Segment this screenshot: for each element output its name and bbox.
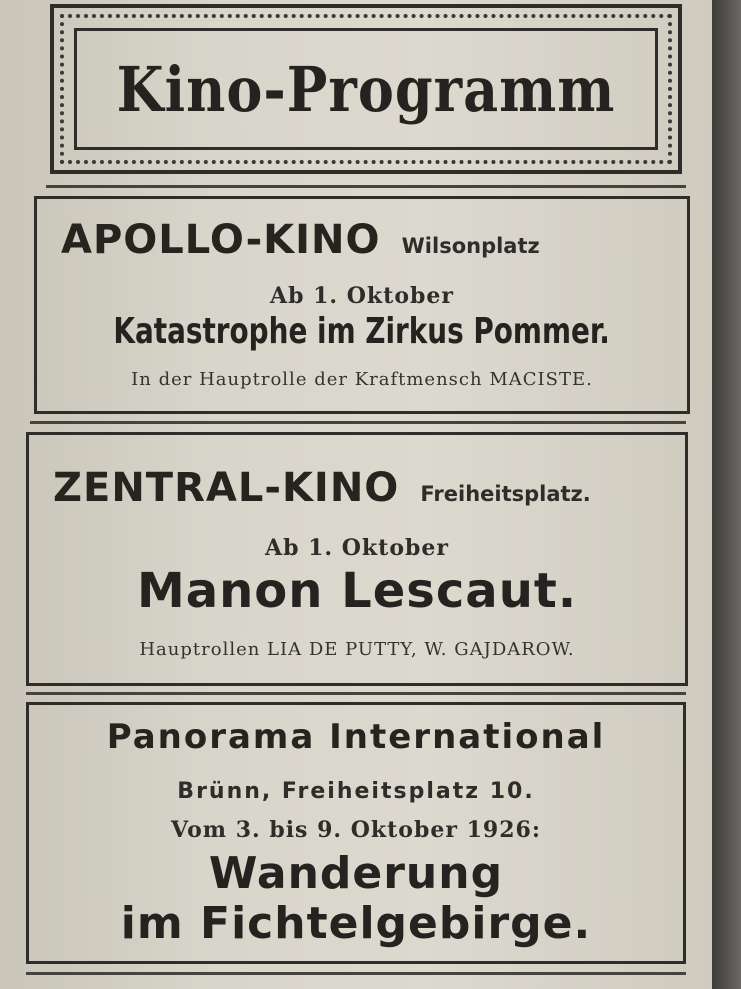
film-title: Katastrophe im Zirkus Pommer. [113, 311, 611, 352]
zentral-date-row [29, 535, 685, 561]
zentral-film-row [29, 563, 685, 619]
header-inner-frame [74, 28, 658, 150]
film-title: Manon Lescaut. [136, 563, 578, 619]
zentral-cast-row [29, 639, 685, 660]
panorama-film-row-2 [29, 899, 683, 949]
cinema-location: Wilsonplatz [401, 234, 540, 258]
zentral-kino-ad [26, 432, 688, 686]
page-edge-shadow [712, 0, 741, 989]
divider-rule [26, 692, 686, 695]
cinema-location: Freiheitsplatz. [420, 482, 591, 506]
panorama-address-row [29, 779, 683, 804]
divider-rule [30, 421, 686, 424]
show-date: Ab 1. Oktober [265, 535, 449, 561]
cast-line: In der Hauptrolle der Kraftmensch MACISTE. [131, 369, 593, 390]
cast-line: Hauptrollen LIA DE PUTTY, W. GAJDAROW. [139, 639, 575, 660]
venue-address: Brünn, Freiheitsplatz 10. [177, 779, 535, 804]
divider-rule [26, 972, 686, 975]
panorama-film-row-1 [29, 849, 683, 899]
header-frame [50, 4, 682, 174]
apollo-heading [61, 217, 677, 263]
page-title: Kino-Programm [116, 52, 616, 126]
venue-name: Panorama International [106, 717, 606, 757]
cinema-name: APOLLO-KINO [61, 217, 381, 263]
divider-rule [46, 185, 686, 188]
apollo-date-row [37, 283, 687, 309]
apollo-film-row [37, 311, 687, 352]
show-dates: Vom 3. bis 9. Oktober 1926: [171, 817, 541, 843]
panorama-heading-row [29, 717, 683, 757]
panorama-date-row [29, 817, 683, 843]
apollo-cast-row [37, 369, 687, 390]
panorama-international-ad [26, 702, 686, 964]
show-date: Ab 1. Oktober [270, 283, 454, 309]
film-title-line-2: im Fichtelgebirge. [120, 898, 592, 949]
cinema-name: ZENTRAL-KINO [53, 465, 400, 511]
apollo-kino-ad [34, 196, 690, 414]
film-title-line-1: Wanderung [208, 848, 504, 899]
zentral-heading [53, 465, 675, 511]
